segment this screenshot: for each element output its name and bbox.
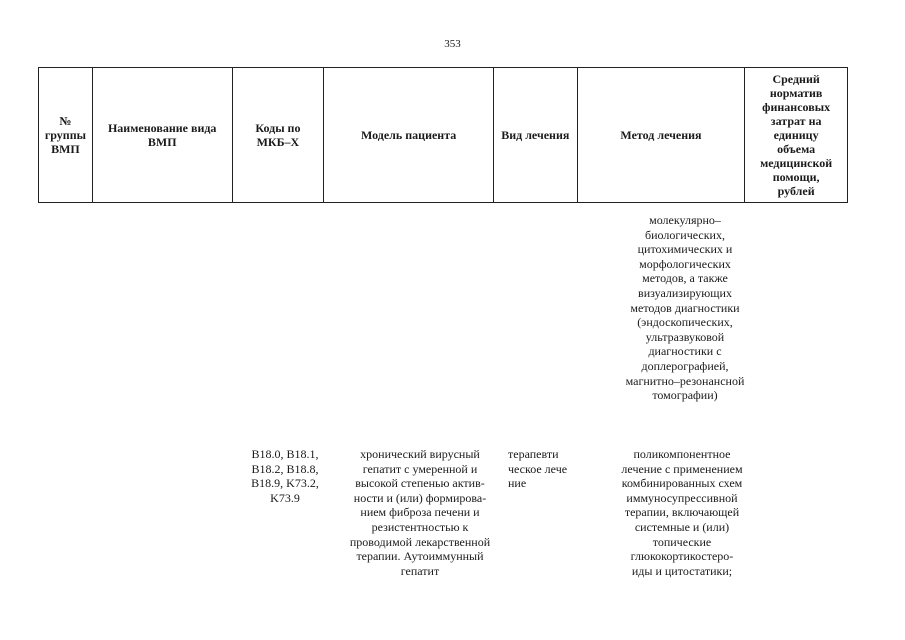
header-icd-codes: Коды по МКБ–Х	[233, 68, 325, 202]
header-patient-model: Модель пациента	[324, 68, 494, 202]
page-number: 353	[444, 38, 461, 50]
row-treatment-method: поликомпонентное лечение с применением комбинированных схем иммуносупрессивной терапии, включающей системные и (или) топические глюкокортикостеро- иды и цитостатики;	[621, 447, 743, 578]
row-treatment-type: терапевти ческое лече ние	[508, 447, 568, 491]
method-continuation-text: молекулярно– биологических, цитохимических и морфологических методов, а также визуализирующих методов диагностики (эндоскопических, ультразвуковой диагностики с доплерографией, магнитно–резонансной томографии)	[625, 213, 745, 403]
header-group-number: № группы ВМП	[39, 68, 93, 202]
row-icd-codes: B18.0, B18.1, B18.2, B18.8, B18.9, K73.2, K73.9	[251, 447, 319, 505]
header-vmp-name: Наименование вида ВМП	[93, 68, 233, 202]
table-header	[38, 67, 848, 203]
header-treatment-type: Вид лечения	[494, 68, 578, 202]
row-patient-model: хронический вирусный гепатит с умеренной и высокой степенью актив- ности и (или) формирова- нием фиброза печени и резистентностью к проводимой лекарственной терапии. Аутоиммунный гепатит	[349, 447, 491, 578]
header-average-cost: Средний норматив финансовых затрат на единицу объема медицинской помощи, рублей	[760, 72, 833, 198]
header-treatment-method: Метод лечения	[578, 68, 746, 202]
